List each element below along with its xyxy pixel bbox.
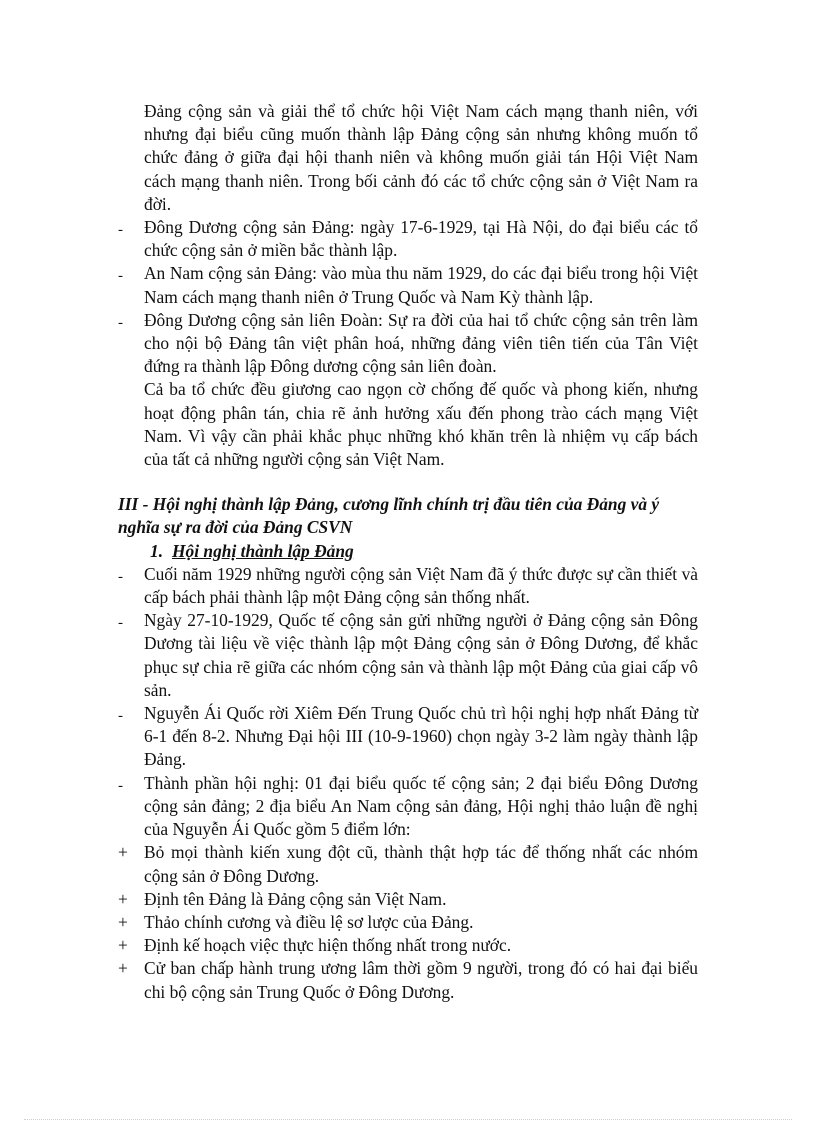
bullet-marker: -	[118, 568, 123, 585]
list-item-text: Thảo chính cương và điều lệ sơ lược của Đảng.	[144, 911, 474, 932]
intro-paragraph: Đảng cộng sản và giải thể tổ chức hội Việt Nam cách mạng thanh niên, với nhưng đại biểu cũng muốn thành lập Đảng cộng sản nhưng không muốn tổ chức đảng ở giữa đại hội thanh niên và không muốn giải tán Hội Việt Nam cách mạng thanh niên. Trong bối cảnh đó các tổ chức cộng sản ở Việt Nam ra đời.	[144, 101, 698, 214]
bullet-marker: -	[118, 777, 123, 794]
organizations-list	[118, 216, 698, 378]
list-item-text: Cử ban chấp hành trung ương lâm thời gồm 9 người, trong đó có hai đại biểu chi bộ cộng sản Trung Quốc ở Đông Dương.	[144, 958, 698, 1002]
page-bottom-rule	[24, 1119, 792, 1120]
subsection-heading	[118, 540, 698, 563]
list-item-text: Thành phần hội nghị: 01 đại biểu quốc tế cộng sản; 2 đại biểu Đông Dương cộng sản đảng; 2 địa biểu An Nam cộng sản đảng, Hội nghị thảo luận đề nghị của Nguyễn Ái Quốc gồm 5 điểm lớn:	[144, 772, 698, 840]
list-item	[118, 216, 698, 262]
list-item-text: Bỏ mọi thành kiến xung đột cũ, thành thật hợp tác để thống nhất các nhóm cộng sản ở Đông Dương.	[144, 842, 698, 886]
list-item	[118, 841, 698, 887]
founding-conference-list	[118, 563, 698, 841]
list-item-text: Định tên Đảng là Đảng cộng sản Việt Nam.	[144, 888, 447, 909]
plus-marker: +	[118, 842, 128, 863]
section-heading: III - Hội nghị thành lập Đảng, cương lĩnh chính trị đầu tiên của Đảng và ý nghĩa sự ra đời của Đảng CSVN	[118, 494, 660, 538]
bullet-marker: -	[118, 268, 123, 285]
list-item	[118, 563, 698, 609]
plus-marker: +	[118, 888, 128, 909]
bullet-marker: -	[118, 222, 123, 239]
document-body	[118, 100, 698, 1004]
list-item-text: Đông Dương cộng sản Đảng: ngày 17-6-1929, tại Hà Nội, do đại biểu các tổ chức cộng sản ở miền bắc thành lập.	[144, 217, 698, 261]
list-item	[118, 702, 698, 772]
list-item	[118, 609, 698, 702]
summary-paragraph: Cả ba tổ chức đều giương cao ngọn cờ chống đế quốc và phong kiến, nhưng hoạt động phân tán, chia rẽ ảnh hưởng xấu đến phong trào cách mạng Việt Nam. Vì vậy cần phải khắc phục những khó khăn trên là nhiệm vụ cấp bách của tất cả những người cộng sản Việt Nam.	[144, 379, 698, 470]
list-item-text: Định kế hoạch việc thực hiện thống nhất trong nước.	[144, 935, 512, 956]
bullet-marker: -	[118, 708, 123, 725]
bullet-marker: -	[118, 615, 123, 632]
list-item	[118, 934, 698, 957]
list-item-text: Đông Dương cộng sản liên Đoàn: Sự ra đời của hai tổ chức cộng sản trên làm cho nội bộ Đảng tân việt phân hoá, những đảng viên tiên tiến của Tân Việt đứng ra thành lập Đông dương cộng sản liên đoàn.	[144, 309, 698, 377]
list-item-text: Nguyễn Ái Quốc rời Xiêm Đến Trung Quốc chủ trì hội nghị hợp nhất Đảng từ 6-1 đến 8-2. Nhưng Đại hội III (10-9-1960) chọn ngày 3-2 làm ngày thành lập Đảng.	[144, 703, 698, 770]
subsection-title: Hội nghị thành lập Đảng	[172, 540, 354, 561]
bullet-marker: -	[118, 314, 123, 331]
subsection-number: 1.	[150, 540, 164, 561]
list-item	[118, 772, 698, 842]
list-item-text: Ngày 27-10-1929, Quốc tế cộng sản gửi những người ở Đảng cộng sản Đông Dương tài liệu về việc thành lập một Đảng cộng sản ở Đông Dương, để khắc phục sự chia rẽ giữa các nhóm cộng sản và thành lập một Đảng của giai cấp vô sản.	[144, 610, 698, 700]
list-item	[118, 888, 698, 911]
plus-marker: +	[118, 958, 128, 979]
list-item	[118, 957, 698, 1003]
list-item	[118, 911, 698, 934]
list-item-text: An Nam cộng sản Đảng: vào mùa thu năm 1929, do các đại biểu trong hội Việt Nam cách mạng thanh niên ở Trung Quốc và Nam Kỳ thành lập.	[144, 263, 698, 307]
plus-marker: +	[118, 935, 128, 956]
plus-marker: +	[118, 911, 128, 932]
list-item	[118, 262, 698, 308]
list-item	[118, 309, 698, 379]
five-points-list	[118, 841, 698, 1003]
list-item-text: Cuối năm 1929 những người cộng sản Việt Nam đã ý thức được sự cần thiết và cấp bách phải thành lập một Đảng cộng sản thống nhất.	[144, 563, 698, 608]
